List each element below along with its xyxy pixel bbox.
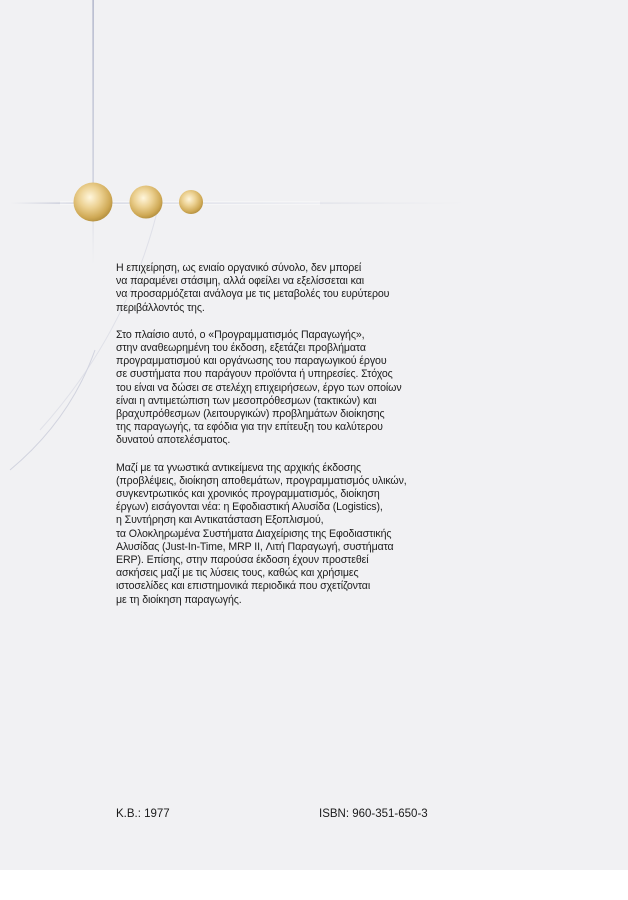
paragraph-2: Στο πλαίσιο αυτό, ο «Προγραμματισμός Παραγωγής», στην αναθεωρημένη του έκδοση, εξετάζει προβλήματα προγραμματισμού και οργάνωσης του παραγωγικού έργου σε συστήματα που παράγουν προϊόντα ή υπηρεσίες. Στόχος του είναι να δώσει σε στελέχη επιχειρήσεων, έργο των οποίων είναι η αντιμετώπιση των μεσοπρόθεσμων (τακτικών) και βραχυπρόθεσμων (λειτουργικών) προβλημάτων διοίκησης της παραγωγής, τα εφόδια για την επίτευξη του καλύτερου δυνατού αποτελέσματος.	[116, 328, 402, 447]
isbn: ISBN: 960-351-650-3	[319, 808, 428, 820]
paragraph-3: Μαζί με τα γνωστικά αντικείμενα της αρχικής έκδοσης (προβλέψεις, διοίκηση αποθεμάτων, προγραμματισμός υλικών, συγκεντρωτικός και χρονικός προγραμματισμός, διοίκηση έργων) εισάγονται νέα: η Εφοδιαστική Αλυσίδα (Logistics), η Συντήρηση και Αντικατάσταση Εξοπλισμού, τα Ολοκληρωμένα Συστήματα Διαχείρισης της Εφοδιαστικής Αλυσίδας (Just-In-Time, MRP II, Λιτή Παραγωγή, συστήματα ERP). Επίσης, στην παρούσα έκδοση έχουν προστεθεί ασκήσεις μαζί με τις λύσεις τους, καθώς και χρήσιμες ιστοσελίδες και επιστημονικά περιοδικά που σχετίζονται με τη διοίκηση παραγωγής.	[116, 461, 407, 606]
arc-line	[10, 350, 95, 470]
catalog-code: Κ.Β.: 1977	[116, 808, 170, 820]
gold-orb-large	[74, 183, 113, 222]
gold-orb-medium	[130, 186, 163, 219]
description-text	[116, 262, 456, 621]
paragraph-1: Η επιχείρηση, ως ενιαίο οργανικό σύνολο, δεν μπορεί να παραμένει στάσιμη, αλλά οφείλει να εξελίσσεται και να προσαρμόζεται ανάλογα με τις μεταβολές του ευρύτερου περιβάλλοντός της.	[116, 262, 390, 314]
gold-orb-small	[179, 190, 203, 214]
vertical-line	[93, 0, 94, 265]
